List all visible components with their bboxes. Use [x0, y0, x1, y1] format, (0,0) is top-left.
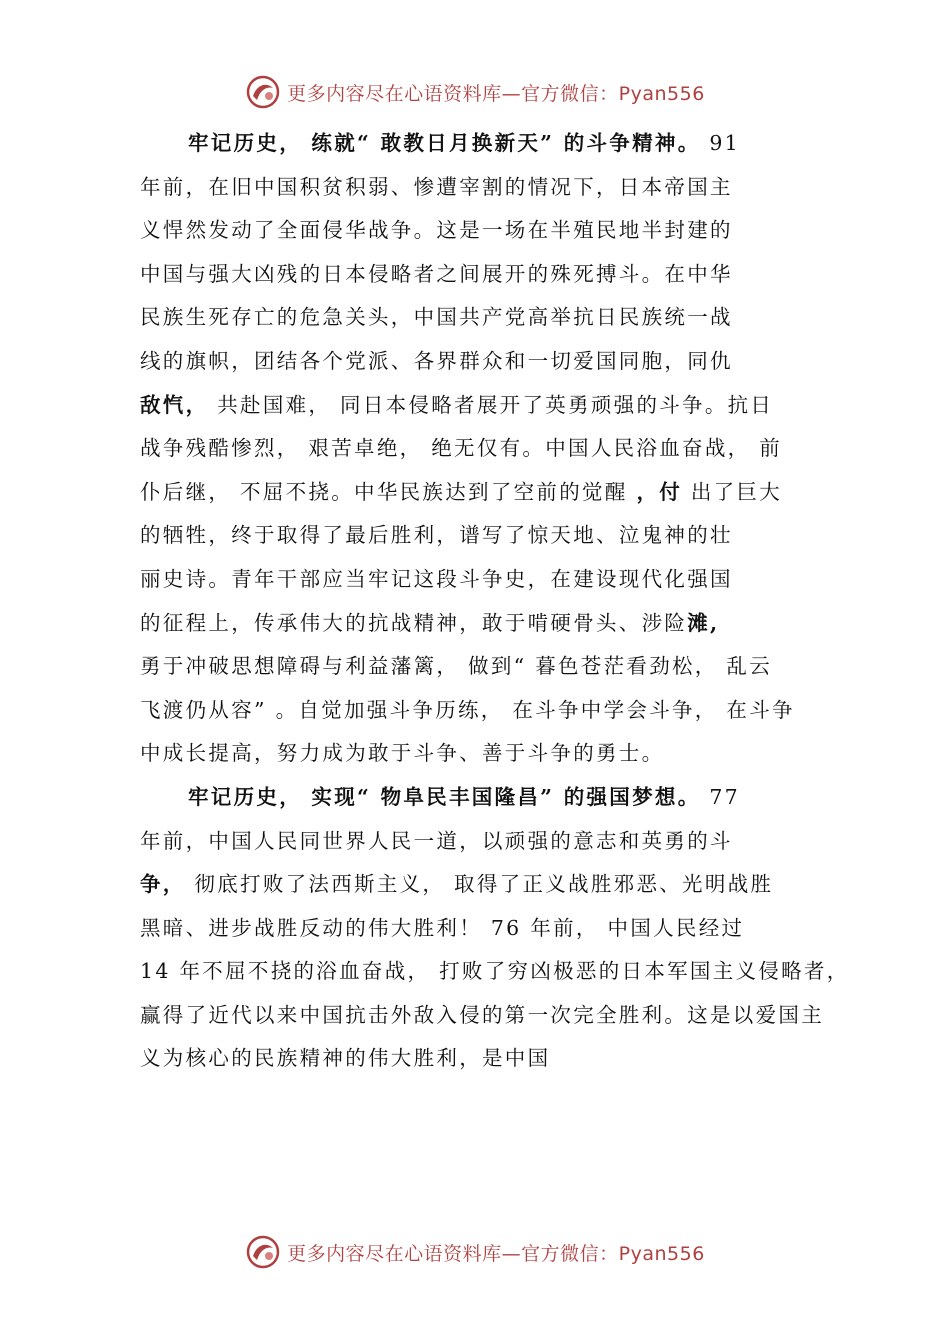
bold-text: ，付: [636, 479, 683, 504]
text-run: 中国与强大凶残的日本侵略者之间展开的殊死搏斗。在中华: [140, 261, 733, 286]
text-run: 民族生死存亡的危急关头，中国共产党高举抗日民族统一战: [140, 305, 733, 330]
text-run: 共赴国难， 同日本侵略者展开了英勇顽强的斗争。抗日: [208, 392, 774, 417]
watermark-text: 更多内容尽在心语资料库—官方微信：Pyan556: [287, 1242, 705, 1265]
text-run: 彻底打败了法西斯主义， 取得了正义战胜邪恶、光明战胜: [185, 872, 774, 897]
bold-text: 滩,: [687, 610, 720, 635]
text-line: [140, 907, 828, 951]
text-run: 勇于冲破思想障碍与利益藩篱， 做到“ 暮色苍茫看劲松， 乱云: [140, 654, 773, 679]
bold-text: 牢记历史， 练就“ 敢教日月换新天” 的斗争精神。: [188, 131, 701, 155]
text-run: 年前，中国人民同世界人民一道，以顽强的意志和英勇的斗: [140, 828, 733, 853]
text-line: [140, 427, 828, 471]
text-line: [140, 558, 828, 602]
paragraph-1: [140, 122, 828, 776]
text-line: [140, 602, 828, 646]
text-line: [140, 645, 828, 689]
text-line: [140, 166, 828, 210]
text-line: [140, 471, 828, 515]
text-line: [140, 732, 828, 776]
footer-watermark: [0, 1234, 950, 1270]
text-run: 出了巨大: [682, 479, 783, 504]
bold-text: 牢记历史， 实现“ 物阜民丰国隆昌” 的强国梦想。: [188, 784, 701, 809]
bold-text: 敌忾，: [140, 392, 209, 417]
text-line: [140, 863, 828, 907]
text-line: [140, 1037, 828, 1081]
document-body: [140, 122, 850, 1081]
heart-logo-icon: [245, 74, 281, 110]
text-run: 77: [700, 784, 741, 809]
text-line: [140, 253, 828, 297]
text-run: 黑暗、进步战胜反动的伟大胜利！ 76 年前， 中国人民经过: [140, 915, 745, 940]
text-line: [140, 296, 828, 340]
text-line: [140, 776, 828, 820]
text-line: [140, 122, 828, 166]
text-run: 仆后继， 不屈不挠。中华民族达到了空前的觉醒: [140, 479, 637, 504]
text-run: 义为核心的民族精神的伟大胜利，是中国: [140, 1046, 551, 1071]
text-run: 中成长提高，努力成为敢于斗争、善于斗争的勇士。: [140, 741, 665, 766]
paragraph-2: [140, 776, 850, 1081]
text-line: [140, 994, 828, 1038]
header-watermark: [0, 74, 950, 110]
text-run: 的牺牲，终于取得了最后胜利，谱写了惊天地、泣鬼神的壮: [140, 523, 733, 548]
text-line: [140, 384, 828, 428]
text-run: 飞渡仍从容” 。自觉加强斗争历练， 在斗争中学会斗争， 在斗争: [140, 697, 795, 722]
text-run: 赢得了近代以来中国抗击外敌入侵的第一次完全胜利。这是以爱国主: [140, 1002, 824, 1027]
text-run: 91: [700, 131, 741, 155]
bold-text: 争，: [140, 872, 186, 897]
text-run: 年前，在旧中国积贫积弱、惨遭宰割的情况下，日本帝国主: [140, 174, 733, 199]
text-run: 线的旗帜，团结各个党派、各界群众和一切爱国同胞，同仇: [140, 348, 733, 373]
heart-logo-icon: [245, 1234, 281, 1270]
text-line: [140, 340, 828, 384]
text-line: [140, 689, 828, 733]
text-run: 14 年不屈不挠的浴血奋战， 打败了穷凶极恶的日本军国主义侵略者，: [140, 959, 850, 984]
text-line: [140, 209, 828, 253]
watermark-text: 更多内容尽在心语资料库—官方微信：Pyan556: [287, 82, 705, 105]
text-run: 丽史诗。青年干部应当牢记这段斗争史，在建设现代化强国: [140, 566, 733, 591]
text-line: [140, 820, 828, 864]
text-run: 义悍然发动了全面侵华战争。这是一场在半殖民地半封建的: [140, 218, 733, 243]
text-line: [140, 514, 828, 558]
text-run: 战争残酷惨烈， 艰苦卓绝， 绝无仅有。中国人民浴血奋战， 前: [140, 436, 783, 461]
text-line: [140, 950, 850, 994]
text-run: 的征程上，传承伟大的抗战精神，敢于啃硬骨头、涉险: [140, 610, 688, 635]
